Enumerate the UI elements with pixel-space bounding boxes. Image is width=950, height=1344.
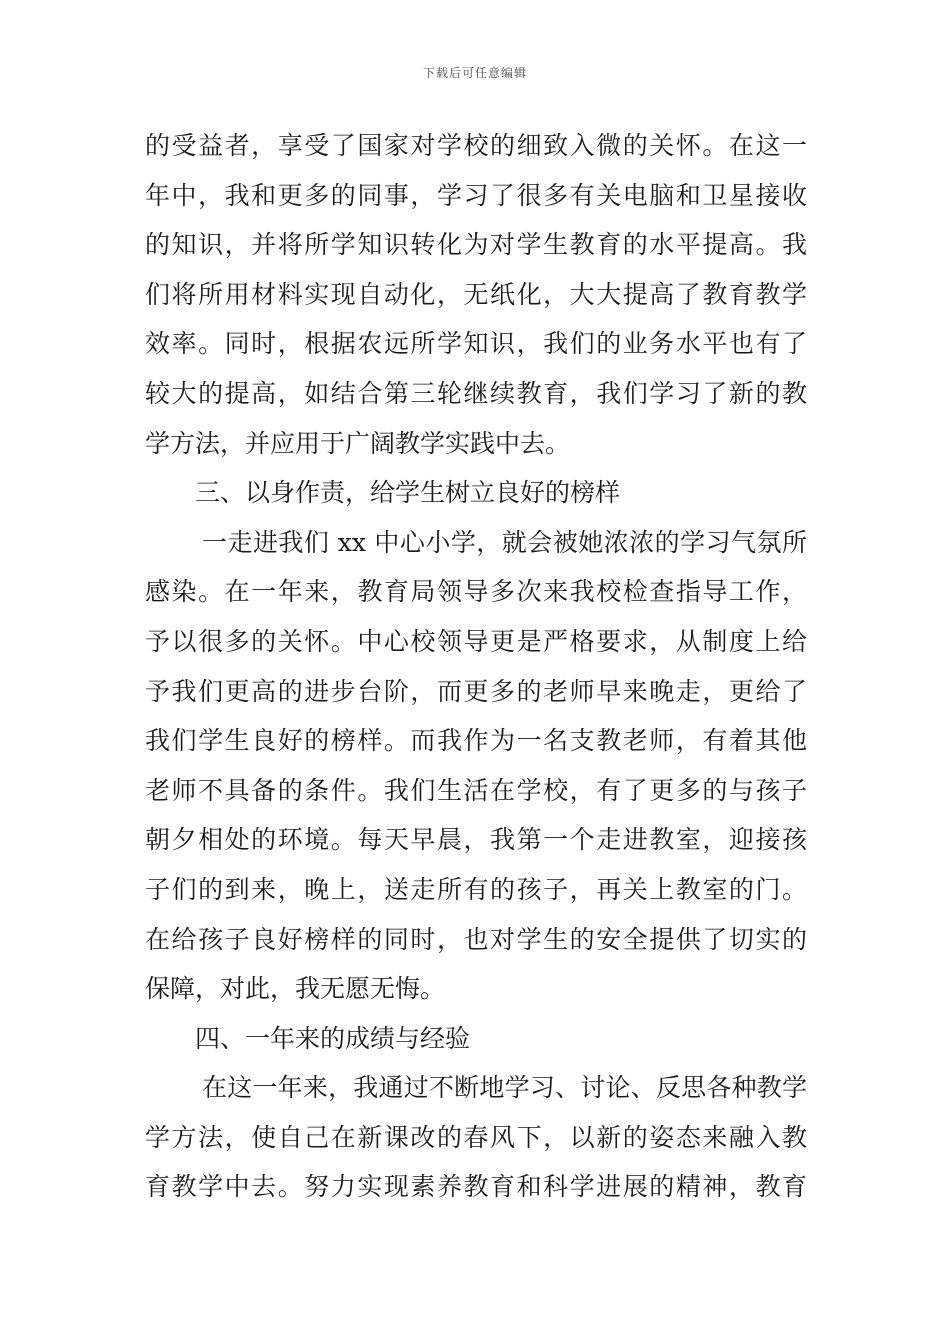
text-line: 育教学中去。努力实现素养教育和科学进展的精神，教育 [145,1172,807,1202]
text-line: 感染。在一年来，教育局领导多次来我校检查指导工作， [145,577,807,607]
document-body [145,121,807,1212]
page-header: 下载后可任意编辑 [422,66,527,80]
text-line: 一走进我们 xx 中心小学，就会被她浓浓的学习气氛所 [202,527,807,557]
text-line: 较大的提高，如结合第三轮继续教育，我们学习了新的教 [145,378,807,408]
text-line: 学方法，使自己在新课改的春风下，以新的姿态来融入教 [145,1122,807,1152]
text-line: 的知识，并将所学知识转化为对学生教育的水平提高。我 [145,230,807,260]
text-line: 老师不具备的条件。我们生活在学校，有了更多的与孩子 [145,775,807,805]
text-line: 子们的到来，晚上，送走所有的孩子，再关上教室的门。 [145,874,807,904]
text-line: 效率。同时，根据农远所学知识，我们的业务水平也有了 [145,329,807,359]
text-line: 予我们更高的进步台阶，而更多的老师早来晚走，更给了 [145,676,807,706]
text-line: 在给孩子良好榜样的同时，也对学生的安全提供了切实的 [145,924,807,954]
text-line: 的受益者，享受了国家对学校的细致入微的关怀。在这一 [145,131,807,160]
section-heading-four: 四、一年来的成绩与经验 [195,1023,471,1053]
text-line: 予以很多的关怀。中心校领导更是严格要求，从制度上给 [145,626,807,656]
text-line: 在这一年来，我通过不断地学习、讨论、反思各种教学 [202,1073,807,1103]
text-line: 保障，对此，我无愿无悔。 [145,974,446,1004]
text-line: 们将所用材料实现自动化，无纸化，大大提高了教育教学 [145,279,807,309]
section-heading-three: 三、以身作责，给学生树立良好的榜样 [195,478,621,508]
text-line: 我们学生良好的榜样。而我作为一名支教老师，有着其他 [145,726,807,756]
text-line: 学方法，并应用于广阔教学实践中去。 [145,428,571,458]
text-line: 朝夕相处的环境。每天早晨，我第一个走进教室，迎接孩 [145,825,807,855]
text-line: 年中，我和更多的同事，学习了很多有关电脑和卫星接收 [145,180,807,210]
